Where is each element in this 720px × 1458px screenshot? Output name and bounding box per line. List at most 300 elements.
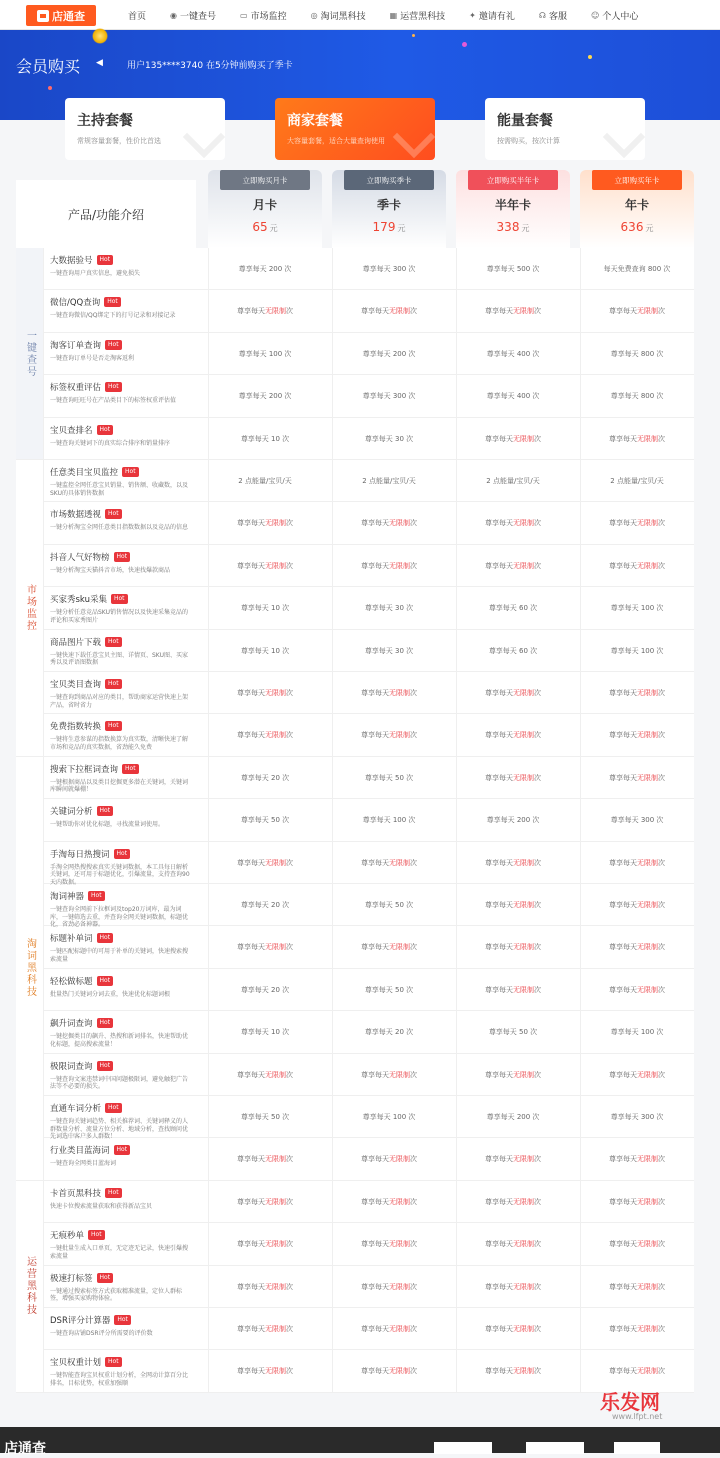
feature-desc: 一键监控全网任意宝贝销量、销售额、收藏数，以及SKU的具体销售数据 — [50, 482, 189, 497]
feature-title: 淘客订单查询 — [50, 340, 102, 351]
hot-badge: Hot — [114, 1315, 131, 1325]
feature-group-label: 淘词黑科技 — [16, 757, 44, 1181]
hot-badge: Hot — [88, 1230, 105, 1240]
hot-badge: Hot — [97, 1273, 114, 1283]
unlimited-highlight: 无限制 — [637, 1282, 658, 1291]
feature-row — [44, 290, 694, 332]
plan-quota: 尊享每天 100 次 — [362, 1113, 416, 1121]
feature-desc: 一键匹配标题中的可用于补单的关键词，快速搜索搜索流量 — [50, 948, 189, 963]
plan-quota: 尊享每天 无限制 次 — [609, 1197, 665, 1206]
feature-desc: 一键查询文案违禁词中国问题极限词，避免触犯广告法等不必要的损失。 — [50, 1075, 189, 1091]
footer — [0, 1427, 720, 1457]
hot-badge: Hot — [105, 340, 122, 350]
hot-badge: Hot — [104, 297, 121, 307]
plan-price — [580, 220, 694, 234]
feature-row — [44, 926, 694, 968]
plan-quota: 尊享每天 无限制 次 — [237, 731, 293, 740]
plan-header — [456, 170, 570, 248]
service-icon: ☊ — [538, 10, 546, 20]
plan-quota: 尊享每天 50 次 — [364, 773, 414, 782]
nav-label: 市场监控 — [250, 11, 287, 22]
unlimited-highlight: 无限制 — [513, 1155, 534, 1164]
feature-name — [50, 1187, 122, 1199]
site-logo[interactable]: 店通查 — [26, 5, 96, 26]
feature-name — [50, 763, 139, 775]
feature-group-label: 一键查号 — [16, 248, 44, 460]
feature-title: 微信/QQ查询 — [50, 298, 101, 309]
feature-desc: 一键查询到商品对应的类目，帮助商家运营快速上架产品，省时省力 — [50, 694, 189, 709]
unlimited-highlight: 无限制 — [637, 1070, 658, 1079]
plan-quota: 尊享每天 无限制 次 — [609, 773, 665, 782]
plan-quota: 尊享每天 无限制 次 — [485, 901, 541, 909]
price-value: 65 — [252, 220, 268, 234]
unlimited-highlight: 无限制 — [637, 731, 658, 740]
plan-quota: 尊享每天 50 次 — [240, 816, 290, 825]
nav-label: 首页 — [128, 11, 147, 22]
plan-quota: 尊享每天 无限制 次 — [237, 1070, 293, 1079]
feature-group-label: 运营黑科技 — [16, 1181, 44, 1393]
decorative-dot-icon — [48, 86, 52, 90]
qr-code-icon — [526, 1442, 584, 1454]
buy-button[interactable]: 立即购买季卡 — [344, 170, 434, 190]
unlimited-highlight: 无限制 — [637, 1197, 658, 1206]
plan-quota: 尊享每天 800 次 — [610, 392, 664, 401]
unlimited-highlight: 无限制 — [513, 1325, 534, 1333]
nav-profile[interactable] — [591, 9, 638, 22]
unlimited-highlight: 无限制 — [637, 434, 658, 443]
plan-quota: 尊享每天 无限制 次 — [237, 858, 293, 867]
feature-desc: 一键查询关键词下的真实综合排序和销量排序 — [50, 439, 171, 447]
unlimited-highlight: 无限制 — [513, 1282, 534, 1291]
package-tab-merchant[interactable] — [275, 98, 435, 160]
feature-title: 卡首页黑科技 — [50, 1188, 102, 1199]
plan-quota: 尊享每天 无限制 次 — [609, 307, 665, 316]
feature-row — [44, 248, 694, 290]
plan-quota: 尊享每天 无限制 次 — [237, 561, 293, 570]
feature-row — [44, 1308, 694, 1350]
plan-quota: 尊享每天 无限制 次 — [485, 689, 541, 697]
unlimited-highlight: 无限制 — [389, 731, 410, 740]
plan-quota: 尊享每天 无限制 次 — [485, 561, 541, 570]
plan-quota: 尊享每天 20 次 — [364, 1028, 414, 1037]
plan-quota: 尊享每天 无限制 次 — [609, 1070, 665, 1079]
keyword-tech-icon: ◎ — [310, 10, 318, 20]
feature-name — [50, 1229, 105, 1241]
unlimited-highlight: 无限制 — [389, 519, 410, 528]
plan-quota: 尊享每天 60 次 — [488, 646, 538, 655]
plan-quota: 尊享每天 无限制 次 — [609, 731, 665, 740]
feature-title: 免费指数转换 — [50, 722, 102, 733]
feature-row — [44, 1138, 694, 1180]
plan-quota: 每天免费查询 800 次 — [603, 265, 671, 273]
watermark-logo: 乐发网 — [600, 1390, 660, 1414]
hot-badge: Hot — [105, 509, 122, 519]
package-tab-energy[interactable] — [485, 98, 645, 160]
unlimited-highlight: 无限制 — [637, 858, 658, 867]
feature-row — [44, 460, 694, 502]
feature-title: 飙升词查询 — [50, 1019, 93, 1030]
unlimited-highlight: 无限制 — [513, 943, 534, 952]
purchase-notice: 用户135****3740 在5分钟前购买了季卡 — [127, 61, 293, 71]
plan-quota: 尊享每天 无限制 次 — [485, 985, 541, 994]
feature-desc: 一键查询全网类目蓝海词 — [50, 1160, 117, 1168]
feature-row — [44, 1350, 694, 1392]
unlimited-highlight: 无限制 — [637, 519, 658, 528]
feature-desc: 一键分析任意竞品SKU销售情况以及快速采集竞品的评论和买家秀图片 — [50, 609, 188, 624]
plan-quota: 尊享每天 无限制 次 — [237, 689, 293, 697]
plan-quota: 尊享每天 100 次 — [610, 1028, 664, 1037]
feature-desc: 一键快速下载任意宝贝主图、详情页、SKU图、买家秀以及评语图数据 — [50, 651, 188, 667]
feature-name — [50, 890, 105, 902]
unlimited-highlight: 无限制 — [265, 731, 286, 740]
feature-name — [50, 254, 113, 266]
plan-quota: 尊享每天 无限制 次 — [485, 1155, 541, 1164]
plan-quota: 尊享每天 无限制 次 — [609, 561, 665, 570]
plan-quota: 尊享每天 30 次 — [364, 434, 414, 443]
plan-quota: 尊享每天 10 次 — [240, 1028, 290, 1037]
plan-quota: 尊享每天 无限制 次 — [609, 985, 665, 994]
page-title: 会员购买 — [16, 57, 81, 76]
feature-name — [50, 636, 122, 648]
package-desc: 按需购买，按次计算 — [497, 137, 560, 145]
plan-quota: 尊享每天 无限制 次 — [485, 434, 541, 443]
feature-row — [44, 630, 694, 672]
unlimited-highlight: 无限制 — [389, 1070, 410, 1079]
unlimited-highlight: 无限制 — [513, 731, 534, 740]
feature-row — [44, 1011, 694, 1053]
unlimited-highlight: 无限制 — [513, 561, 534, 570]
feature-desc: 一键根据商品以及类目挖掘更多潜在关键词，关键词库瞬间就爆棚！ — [50, 778, 189, 794]
feature-row — [44, 1223, 694, 1265]
buy-button[interactable]: 立即购买半年卡 — [468, 170, 558, 190]
nav-market-monitor[interactable] — [240, 9, 287, 22]
hot-badge: Hot — [97, 1018, 114, 1028]
plan-quota: 尊享每天 100 次 — [238, 349, 292, 358]
feature-name — [50, 593, 128, 605]
unlimited-highlight: 无限制 — [637, 773, 658, 782]
plan-quota: 尊享每天 无限制 次 — [361, 943, 417, 952]
plan-quota: 尊享每天 30 次 — [364, 604, 414, 613]
plan-quota: 尊享每天 无限制 次 — [361, 689, 417, 697]
unlimited-highlight: 无限制 — [637, 943, 658, 952]
unlimited-highlight: 无限制 — [513, 689, 534, 697]
plan-quota: 2 点能量/宝贝/天 — [610, 477, 664, 485]
feature-name — [50, 1144, 130, 1156]
plan-quota: 尊享每天 无限制 次 — [237, 1155, 293, 1164]
plan-quota: 尊享每天 无限制 次 — [361, 1240, 417, 1249]
price-unit: 元 — [269, 224, 278, 233]
plan-quota: 尊享每天 400 次 — [486, 392, 540, 401]
feature-title: 行业类目蓝海词 — [50, 1146, 110, 1157]
unlimited-highlight: 无限制 — [513, 519, 534, 528]
feature-title: 轻松做标题 — [50, 976, 93, 987]
feature-desc: 一键查询全网前下拉框词及top20万词库，最为词库，一键筛选去重，并查询全网关键词数据，标题优化，省劲必备神器。 — [50, 906, 189, 928]
hot-badge: Hot — [88, 891, 105, 901]
nav-label: 一键查号 — [180, 11, 217, 22]
package-desc: 大容量套餐，适合大量查询使用 — [287, 137, 385, 145]
unlimited-highlight: 无限制 — [265, 1367, 286, 1376]
unlimited-highlight: 无限制 — [265, 561, 286, 570]
unlimited-highlight: 无限制 — [265, 1240, 286, 1249]
unlimited-highlight: 无限制 — [513, 307, 534, 316]
feature-title: 搜索下拉框词查询 — [50, 764, 119, 775]
feature-desc: 一键分析淘宝全网任意类目指数数据以及竞品的信息 — [50, 524, 189, 532]
pricing-table — [16, 170, 694, 1393]
feature-name — [50, 381, 122, 393]
hot-badge: Hot — [111, 594, 128, 604]
unlimited-highlight: 无限制 — [513, 1197, 534, 1206]
feature-name — [50, 551, 130, 563]
plan-quota: 尊享每天 无限制 次 — [485, 773, 541, 782]
feature-title: 任意类目宝贝监控 — [50, 468, 119, 478]
plan-name: 季卡 — [376, 198, 401, 212]
plan-quota: 尊享每天 无限制 次 — [361, 731, 417, 740]
plan-quota: 尊享每天 无限制 次 — [485, 858, 541, 867]
nav-home[interactable] — [128, 9, 146, 22]
unlimited-highlight: 无限制 — [265, 307, 286, 316]
plan-quota: 尊享每天 无限制 次 — [237, 1197, 293, 1206]
unlimited-highlight: 无限制 — [265, 943, 286, 952]
plan-name: 月卡 — [252, 198, 277, 212]
plan-quota: 尊享每天 无限制 次 — [237, 1367, 293, 1376]
feature-title: 极限词查询 — [50, 1061, 93, 1072]
nav-label: 运营黑科技 — [400, 11, 446, 22]
feature-row — [44, 587, 694, 629]
unlimited-highlight: 无限制 — [513, 1070, 534, 1079]
hot-badge: Hot — [105, 1103, 122, 1113]
market-monitor-icon: ▭ — [240, 10, 248, 20]
feature-title: 淘词神器 — [50, 892, 85, 902]
feature-row — [44, 333, 694, 375]
plan-quota: 尊享每天 300 次 — [362, 392, 416, 401]
feature-desc: 一键查询微信/QQ绑定下的打号记录和对接记录 — [50, 312, 176, 320]
unlimited-highlight: 无限制 — [265, 858, 286, 867]
nav-invite[interactable] — [469, 9, 515, 22]
feature-name — [50, 424, 113, 436]
hot-badge: Hot — [105, 382, 122, 392]
plan-quota: 尊享每天 10 次 — [240, 646, 290, 655]
plan-quota: 尊享每天 50 次 — [364, 985, 414, 994]
feature-desc: 一键查询用户真实信息，避免损失 — [50, 270, 141, 277]
buy-button[interactable]: 立即购买月卡 — [220, 170, 310, 190]
unlimited-highlight: 无限制 — [637, 1367, 658, 1376]
profile-icon: ☺ — [591, 10, 600, 20]
feature-title: 宝贝类目查询 — [50, 680, 102, 690]
plan-quota: 尊享每天 无限制 次 — [609, 1155, 665, 1164]
feature-desc: 批量热门关键词分词去重，快速优化标题词根 — [50, 990, 171, 998]
unlimited-highlight: 无限制 — [265, 1197, 286, 1206]
plan-name: 半年卡 — [494, 198, 531, 212]
unlimited-highlight: 无限制 — [265, 1282, 286, 1291]
feature-row — [44, 545, 694, 587]
nav-label: 邀请有礼 — [478, 11, 515, 22]
hot-badge: Hot — [114, 552, 131, 562]
footer-logo: 店通查 — [4, 1441, 46, 1457]
unlimited-highlight: 无限制 — [389, 1367, 410, 1376]
hot-badge: Hot — [105, 1357, 122, 1367]
feature-row — [44, 1266, 694, 1308]
plan-quota: 尊享每天 800 次 — [610, 349, 664, 358]
plan-quota: 尊享每天 200 次 — [362, 349, 416, 358]
unlimited-highlight: 无限制 — [513, 858, 534, 867]
plan-header — [332, 170, 446, 248]
nav-service[interactable] — [539, 9, 567, 22]
plan-quota: 尊享每天 无限制 次 — [609, 901, 665, 909]
plan-quota: 尊享每天 无限制 次 — [361, 1155, 417, 1164]
hot-badge: Hot — [122, 764, 139, 774]
plan-quota: 尊享每天 无限制 次 — [361, 1070, 417, 1079]
feature-title: 市场数据透视 — [50, 510, 102, 521]
package-title: 主持套餐 — [77, 113, 133, 129]
plan-quota: 尊享每天 200 次 — [238, 265, 292, 273]
buy-button[interactable]: 立即购买年卡 — [592, 170, 682, 190]
unlimited-highlight: 无限制 — [265, 689, 286, 697]
package-title: 商家套餐 — [287, 113, 343, 129]
plan-quota: 尊享每天 100 次 — [362, 816, 416, 825]
plan-quota: 尊享每天 100 次 — [610, 646, 664, 655]
plan-quota: 尊享每天 无限制 次 — [609, 1367, 665, 1376]
unlimited-highlight: 无限制 — [265, 1155, 286, 1164]
feature-row — [44, 969, 694, 1011]
plan-quota: 尊享每天 无限制 次 — [237, 1282, 293, 1291]
plan-quota: 2 点能量/宝贝/天 — [238, 477, 292, 485]
plan-quota: 尊享每天 300 次 — [610, 1113, 664, 1121]
plan-quota: 尊享每天 50 次 — [488, 1028, 538, 1037]
unlimited-highlight: 无限制 — [389, 561, 410, 570]
feature-title: 直通车词分析 — [50, 1104, 102, 1114]
feature-title: 抖音人气好物榜 — [50, 552, 110, 563]
feature-title: 标签权重评估 — [50, 383, 102, 394]
nav-keyword-tech[interactable] — [311, 9, 366, 22]
hot-badge: Hot — [105, 721, 122, 731]
plan-quota: 尊享每天 无限制 次 — [609, 1240, 665, 1249]
check-account-icon: ◉ — [170, 10, 177, 20]
feature-row — [44, 1054, 694, 1096]
plan-quota: 尊享每天 60 次 — [488, 604, 538, 613]
package-tab-host[interactable] — [65, 98, 225, 160]
plan-quota: 尊享每天 无限制 次 — [361, 1325, 417, 1333]
plan-quota: 尊享每天 无限制 次 — [485, 1367, 541, 1376]
feature-title: 宝贝权重计划 — [50, 1358, 102, 1369]
plan-quota: 尊享每天 30 次 — [364, 646, 414, 655]
feature-name — [50, 296, 121, 308]
unlimited-highlight: 无限制 — [389, 1325, 410, 1333]
plan-quota: 尊享每天 无限制 次 — [485, 1240, 541, 1249]
plan-quota: 尊享每天 200 次 — [486, 1113, 540, 1121]
plan-quota: 尊享每天 无限制 次 — [237, 943, 293, 952]
feature-row — [44, 418, 694, 460]
feature-row — [44, 1181, 694, 1223]
feature-name — [50, 932, 113, 944]
feature-row — [44, 884, 694, 926]
feature-name — [50, 975, 113, 987]
unlimited-highlight: 无限制 — [513, 985, 534, 994]
hot-badge: Hot — [114, 849, 131, 859]
plan-quota: 尊享每天 200 次 — [238, 392, 292, 401]
plan-header — [208, 170, 322, 248]
invite-icon: ✦ — [469, 10, 476, 20]
feature-group-label: 市场监控 — [16, 460, 44, 757]
nav-label: 淘词黑科技 — [320, 11, 366, 22]
price-value: 179 — [372, 220, 396, 234]
plan-quota: 尊享每天 无限制 次 — [485, 731, 541, 740]
feature-desc: 一键查询店铺DSR评分所需要的评价数 — [50, 1330, 153, 1337]
feature-desc: 一键将生意参谋的指数换算为真实数，清晰快速了解市场和竞品的真实数据，省劲能久免费 — [50, 736, 189, 751]
feature-desc: 手淘全网热搜搜索真实关键词数据，本工具每日解析关键词，还可用于标题优化，引爆流量，支持查询90天内数据。 — [50, 863, 190, 886]
logo-icon — [37, 10, 49, 22]
speaker-icon: ◀ — [96, 58, 103, 68]
price-value: 636 — [620, 220, 644, 234]
feature-title: DSR评分计算器 — [50, 1316, 111, 1326]
plan-quota: 尊享每天 20 次 — [240, 901, 290, 909]
ops-tech-icon: ▦ — [389, 10, 398, 20]
feature-row — [44, 714, 694, 756]
plan-header — [580, 170, 694, 248]
hot-badge: Hot — [105, 1188, 122, 1198]
feature-desc: 一键智能查询宝贝权重计划分析，全网动计算百分比排名，目标优势，权重加强顺 — [50, 1372, 189, 1387]
feature-name — [50, 1314, 131, 1326]
feature-desc: 一键通过搜索标签方式获取精准流量，定位人群标签，增强买家购物体验。 — [50, 1287, 183, 1303]
feature-row — [44, 842, 694, 884]
unlimited-highlight: 无限制 — [389, 307, 410, 316]
plan-price — [332, 220, 446, 234]
hot-badge: Hot — [97, 255, 114, 265]
nav-ops-tech[interactable] — [390, 9, 446, 22]
hot-badge: Hot — [97, 1061, 114, 1071]
plan-quota: 尊享每天 无限制 次 — [237, 307, 293, 316]
unlimited-highlight: 无限制 — [513, 1367, 534, 1376]
package-desc: 常规容量套餐，性价比首选 — [77, 137, 161, 145]
plan-quota: 尊享每天 10 次 — [240, 434, 290, 443]
plan-quota: 尊享每天 无限制 次 — [485, 1325, 541, 1333]
feature-desc: 一键帮助你对优化标题，寻找流量词使用。 — [50, 821, 165, 829]
feature-desc: 一键挖掘类目的飙升、热搜和新词排名，快速帮助优化标题，提高搜索流量！ — [50, 1033, 189, 1048]
hot-badge: Hot — [97, 976, 114, 986]
hot-badge: Hot — [97, 933, 114, 943]
plan-quota: 尊享每天 50 次 — [364, 901, 414, 909]
nav-label: 个人中心 — [602, 11, 639, 22]
feature-grid — [16, 248, 694, 1393]
plan-quota: 尊享每天 无限制 次 — [609, 1282, 665, 1291]
price-unit: 元 — [397, 224, 406, 233]
feature-row — [44, 502, 694, 544]
feature-title: 无痕秒单 — [50, 1231, 85, 1242]
plan-quota: 尊享每天 无限制 次 — [609, 943, 665, 952]
nav-label: 客服 — [549, 11, 568, 22]
plan-quota: 尊享每天 无限制 次 — [609, 858, 665, 867]
watermark-url: www.lfpt.net — [612, 1412, 663, 1421]
hot-badge: Hot — [122, 467, 139, 477]
plan-quota: 尊享每天 无限制 次 — [361, 519, 417, 528]
price-unit: 元 — [645, 224, 654, 233]
nav-check-account[interactable] — [170, 9, 216, 22]
unlimited-highlight: 无限制 — [637, 985, 658, 994]
plan-price — [456, 220, 570, 234]
unlimited-highlight: 无限制 — [637, 901, 658, 909]
unlimited-highlight: 无限制 — [265, 519, 286, 528]
unlimited-highlight: 无限制 — [389, 689, 410, 697]
plan-quota: 尊享每天 400 次 — [486, 349, 540, 358]
plan-quota: 尊享每天 无限制 次 — [361, 561, 417, 570]
plan-quota: 尊享每天 300 次 — [610, 816, 664, 825]
plan-quota: 尊享每天 无限制 次 — [485, 307, 541, 316]
plan-quota: 尊享每天 无限制 次 — [485, 1070, 541, 1079]
plan-quota: 尊享每天 无限制 次 — [237, 519, 293, 528]
feature-desc: 一键查询旺旺号在产品类目下的标签权重评估值 — [50, 397, 177, 405]
hot-badge: Hot — [105, 637, 122, 647]
plan-quota: 尊享每天 无限制 次 — [237, 1325, 293, 1333]
plan-quota: 尊享每天 无限制 次 — [485, 1282, 541, 1291]
